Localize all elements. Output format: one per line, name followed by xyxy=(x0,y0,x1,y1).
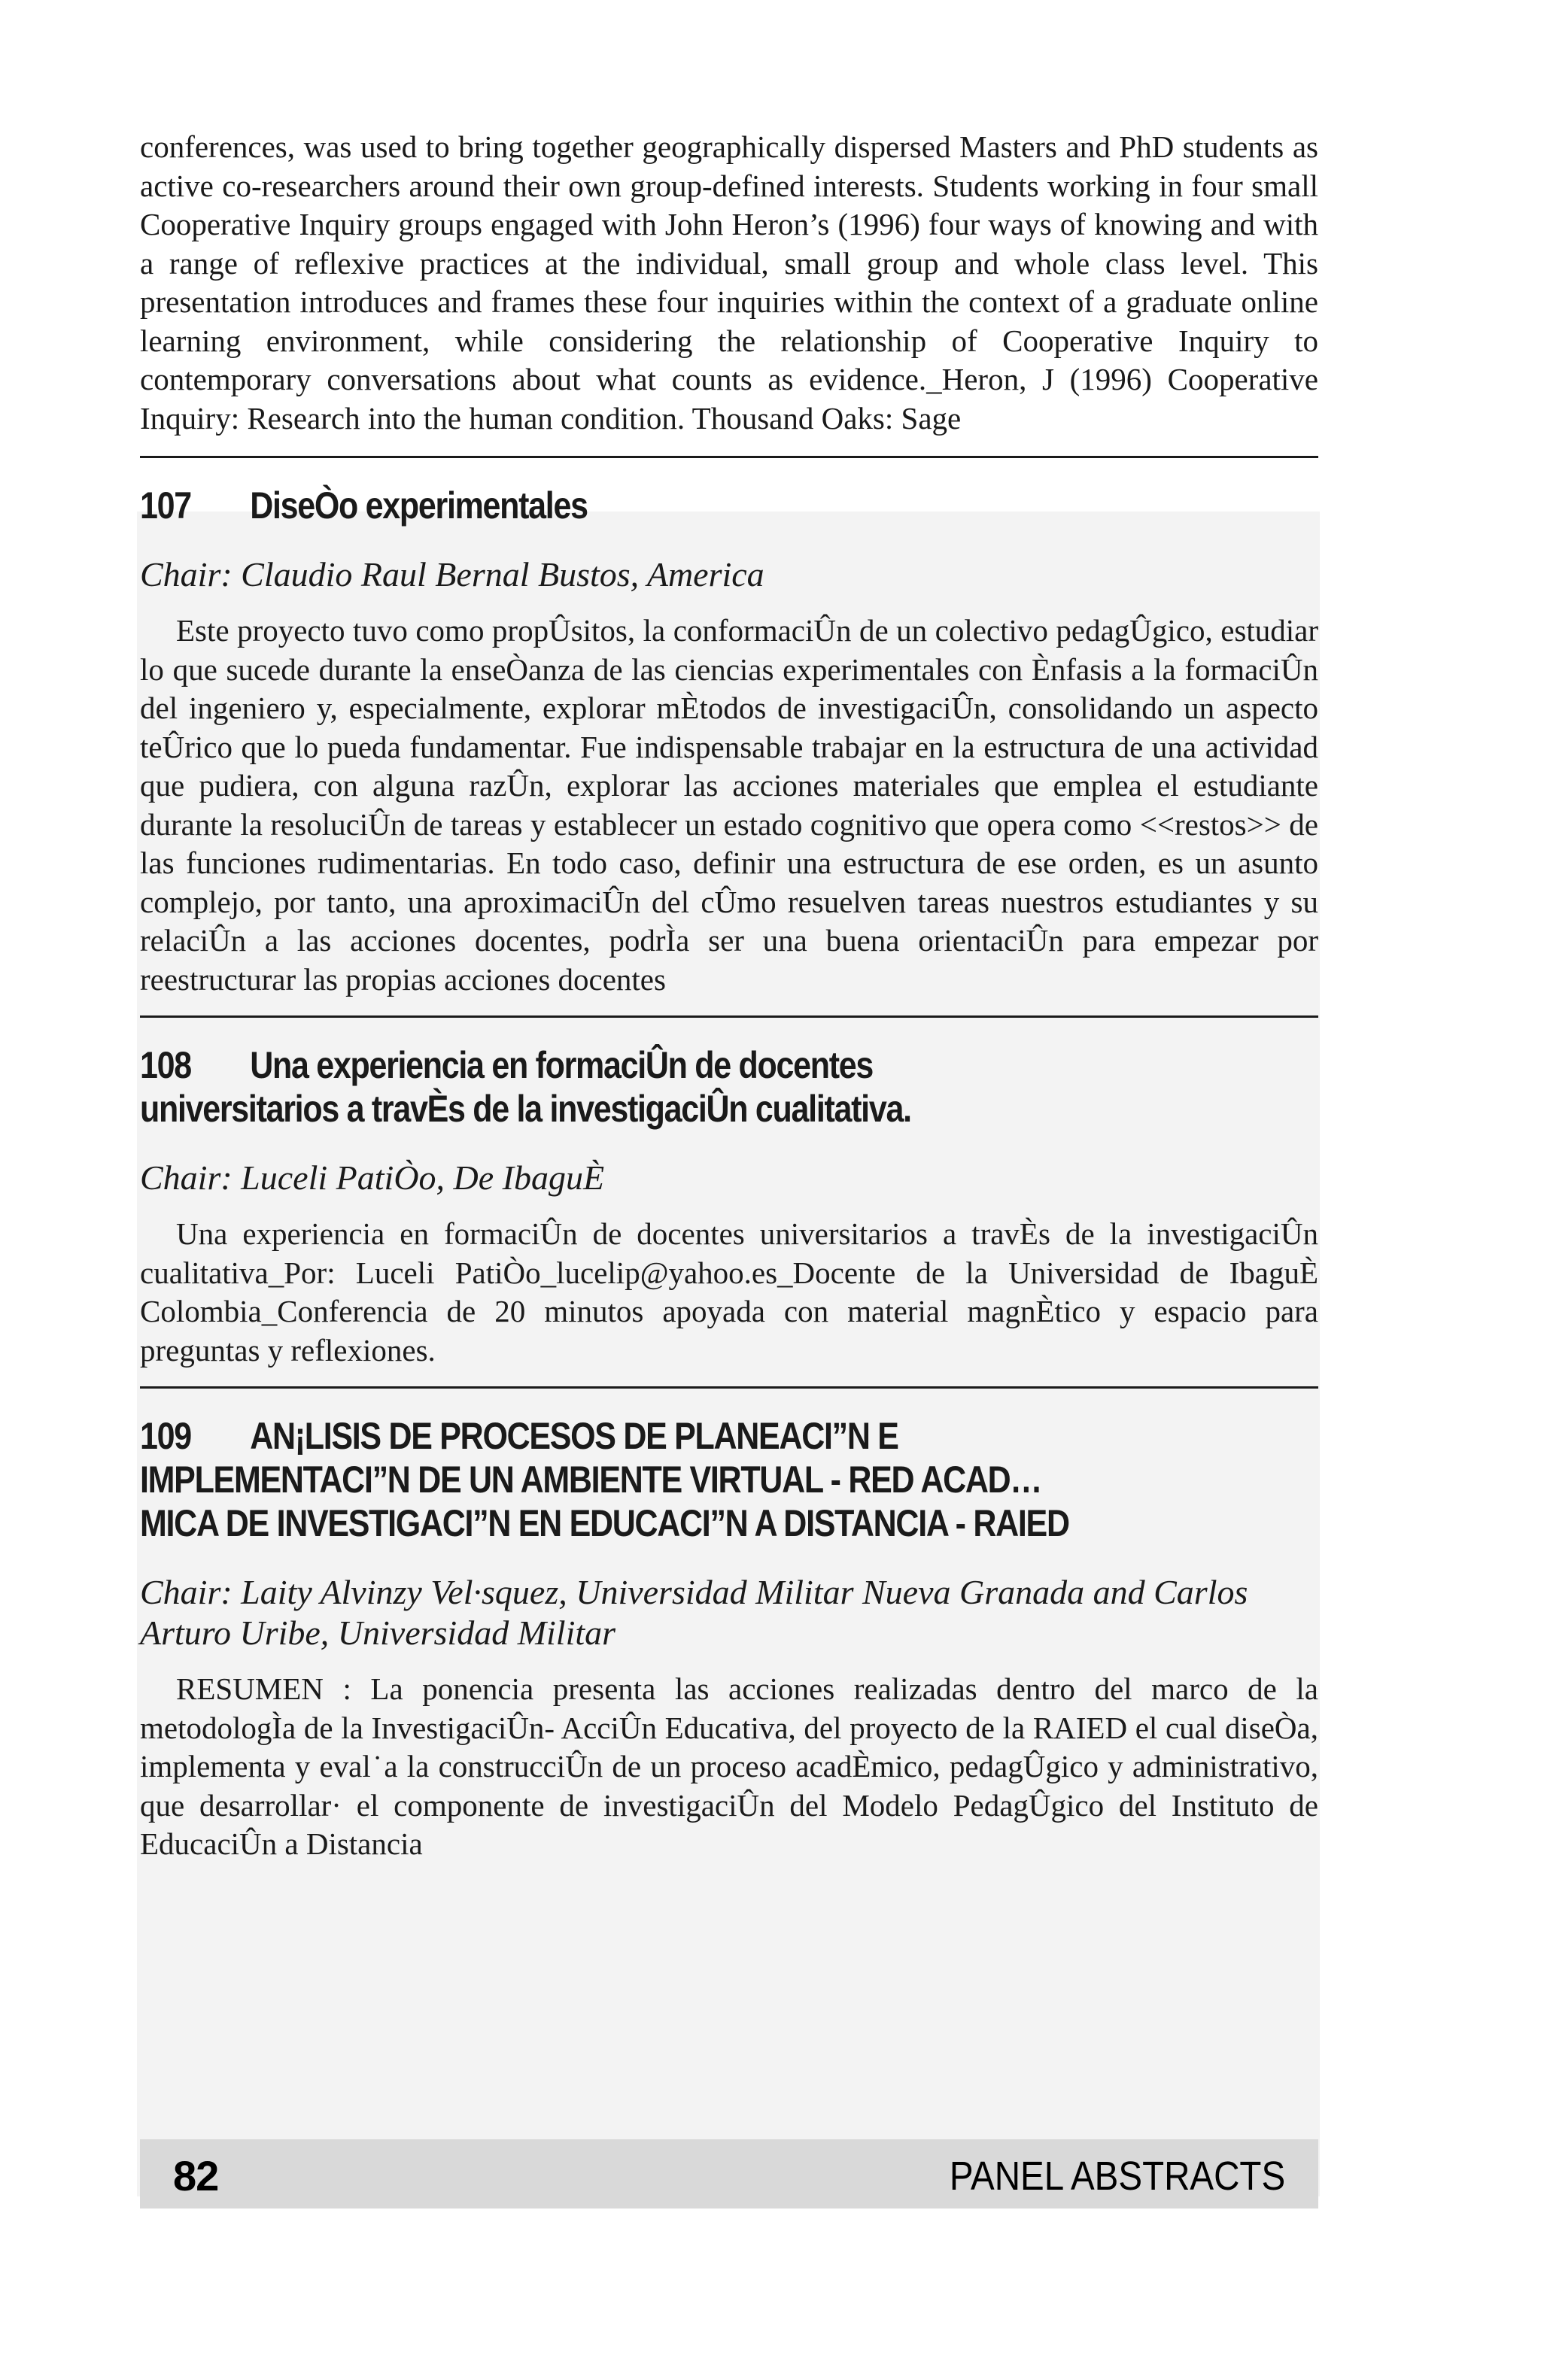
session-108 xyxy=(140,1018,1318,1370)
session-chair: Chair: Laity Alvinzy Vel·squez, Universidad Militar Nueva Granada and Carlos Arturo Uribe, Universidad Militar xyxy=(140,1573,1248,1652)
session-title-line: Una experiencia en formaciÛn de docentes xyxy=(250,1044,874,1086)
session-title-line: IMPLEMENTACI”N DE UN AMBIENTE VIRTUAL - RED ACAD… xyxy=(140,1459,1042,1501)
session-title-line: AN¡LISIS DE PROCESOS DE PLANEACI”N E xyxy=(250,1415,898,1457)
session-heading xyxy=(140,484,1315,527)
intro-paragraph: conferences, was used to bring together geographically dispersed Masters and PhD students as active co-researchers around their own group-defined interests. Students working in four small Cooperative Inquiry groups engaged with John Heron’s (1996) four ways of knowing and with a range of reflexive practices at the individual, small group and whole class level. This presentation introduces and frames these four inquiries within the context of a graduate online learning environment, while considering the relationship of Cooperative Inquiry to contemporary conversations about what counts as evidence._Heron, J (1996) Cooperative Inquiry: Research into the human condition. Thousand Oaks: Sage xyxy=(140,129,1318,436)
page-footer xyxy=(140,2139,1318,2208)
session-title-line: MICA DE INVESTIGACI”N EN EDUCACI”N A DISTANCIA - RAIED xyxy=(140,1502,1069,1544)
session-abstract: Este proyecto tuvo como propÛsitos, la conformaciÛn de un colectivo pedagÛgico, estudiar lo que sucede durante la enseÒanza de las ciencias experimentales con Ènfasis a la formaciÛn del ingeniero y, especialmente, explorar mÈtodos de investigaciÛn, consolidando un aspecto teÛrico que lo pueda fundamentar. Fue indispensable trabajar en la estructura de una actividad que pudiera, con alguna razÛn, explorar las acciones materiales que emplea el estudiante durante la resoluciÛn de tareas y establecer un estado cognitivo que opera como <<restos>> de las funciones rudimentarias. En todo caso, definir una estructura de ese orden, es un asunto complejo, por tanto, una aproximaciÛn del cÛmo resuelven tareas nuestros estudiantes y su relaciÛn a las acciones docentes, podrÌa ser una buena orientaciÛn para empezar por reestructurar las propias acciones docentes xyxy=(140,613,1318,997)
session-107 xyxy=(140,458,1318,999)
session-abstract: Una experiencia en formaciÛn de docentes universitarios a travÈs de la investigaciÛn cualitativa_Por: Luceli PatiÒo_lucelip@yahoo.es_Docente de la Universidad de IbaguÈ Colombia_Conferencia de 20 minutos apoyada con material magnÈtico y espacio para preguntas y reflexiones. xyxy=(140,1216,1318,1368)
session-chair: Chair: Luceli PatiÒo, De IbaguÈ xyxy=(140,1158,605,1197)
session-number: 108 xyxy=(140,1044,191,1086)
session-109 xyxy=(140,1389,1318,1864)
session-chair: Chair: Claudio Raul Bernal Bustos, America xyxy=(140,555,764,593)
session-title-line: universitarios a travÈs de la investigaciÛn cualitativa. xyxy=(140,1088,911,1130)
session-heading xyxy=(140,1043,1315,1131)
page-number: 82 xyxy=(173,2152,219,2199)
footer-section-title: PANEL ABSTRACTS xyxy=(949,2154,1285,2199)
page-content xyxy=(140,128,1318,1864)
session-number: 109 xyxy=(140,1415,191,1457)
session-abstract: RESUMEN : La ponencia presenta las acciones realizadas dentro del marco de la metodologÌa de la InvestigaciÛn- AcciÛn Educativa, del proyecto de la RAIED el cual diseÒa, implementa y eval˙a la construcciÛn de un proceso acadÈmico, pedagÛgico y administrativo, que desarrollar· el componente de investigaciÛn del Modelo PedagÛgico del Instituto de EducaciÛn a Distancia xyxy=(140,1671,1318,1861)
session-title-line: DiseÒo experimentales xyxy=(250,484,588,527)
session-heading xyxy=(140,1414,1315,1545)
session-number: 107 xyxy=(140,484,191,527)
